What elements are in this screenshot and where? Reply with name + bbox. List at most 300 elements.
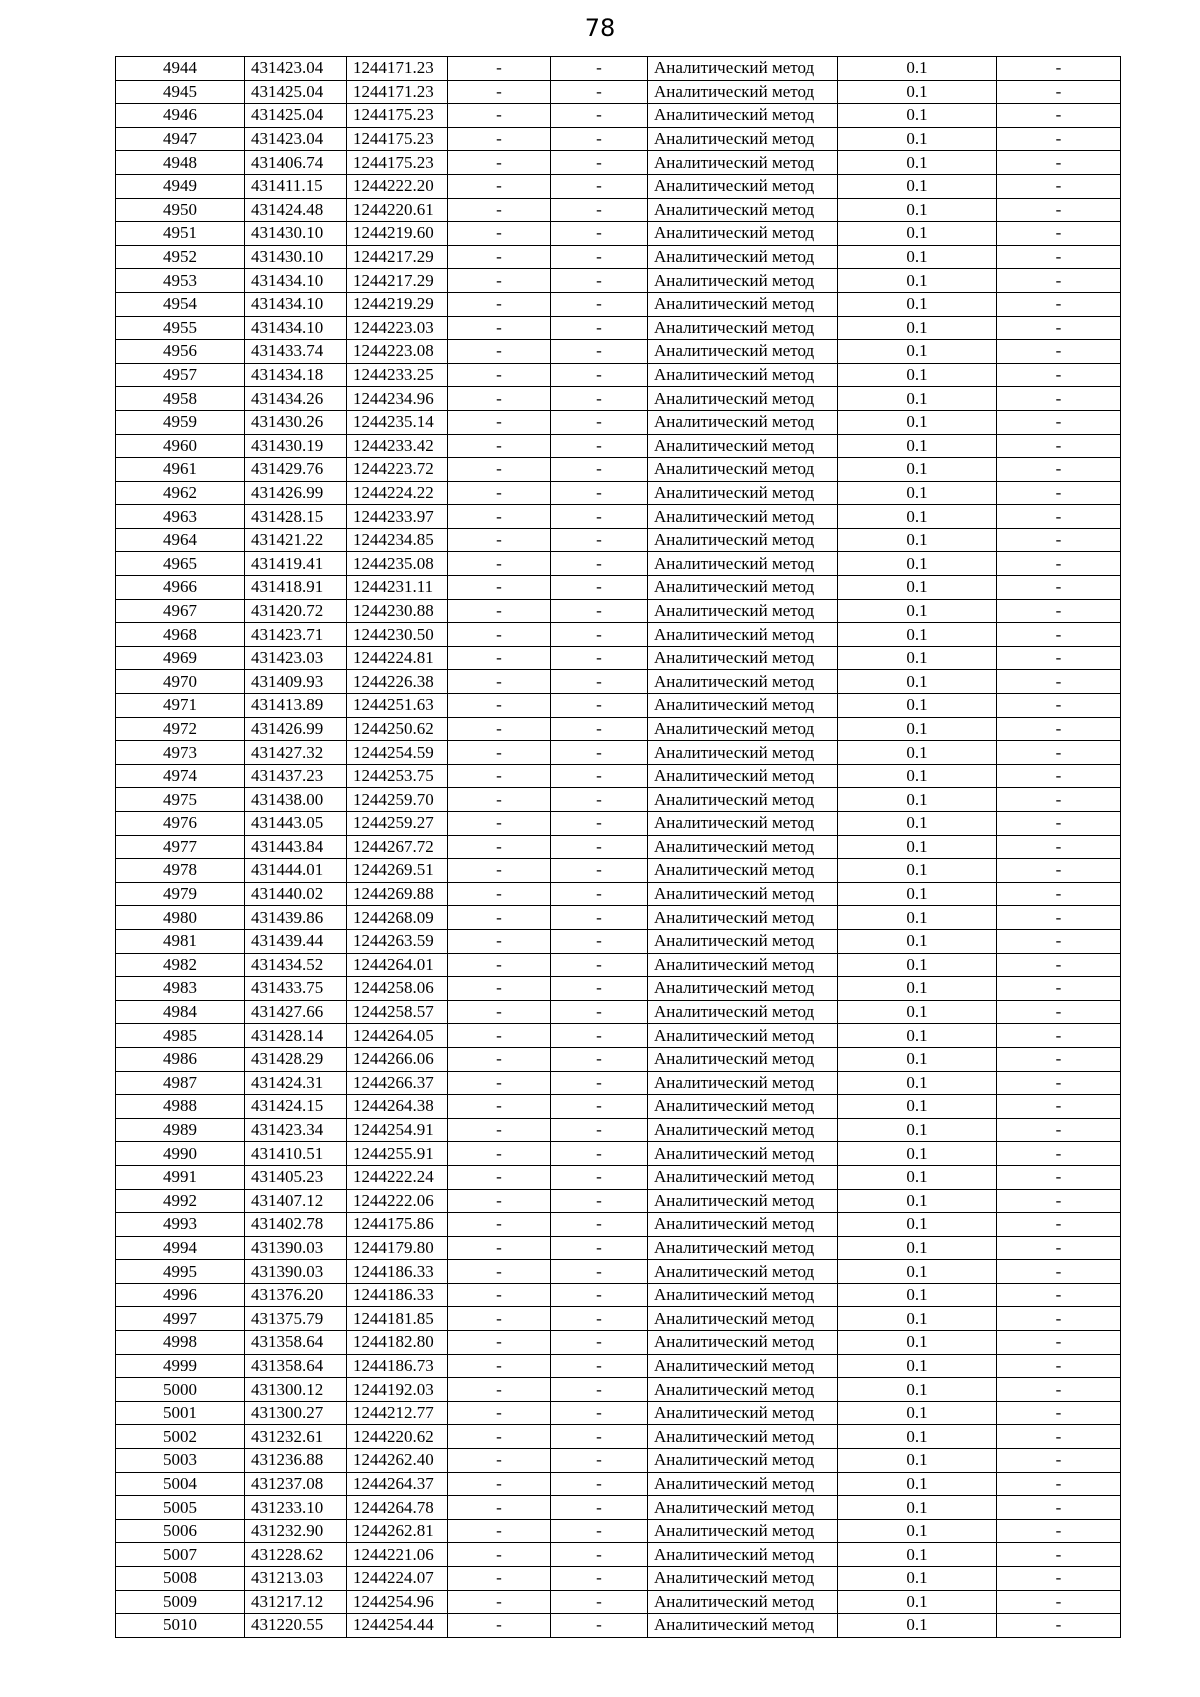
dash-cell-1: - <box>448 505 551 529</box>
table-row <box>116 458 1121 482</box>
dash-cell-3: - <box>997 835 1121 859</box>
y-coordinate-cell: 1244254.44 <box>347 1614 448 1638</box>
x-coordinate-cell: 431213.03 <box>245 1567 347 1591</box>
dash-cell-2: - <box>551 812 648 836</box>
x-coordinate-cell: 431420.72 <box>245 599 347 623</box>
dash-cell-2: - <box>551 505 648 529</box>
y-coordinate-cell: 1244230.50 <box>347 623 448 647</box>
y-coordinate-cell: 1244268.09 <box>347 906 448 930</box>
accuracy-cell: 0.1 <box>838 1047 997 1071</box>
dash-cell-1: - <box>448 906 551 930</box>
dash-cell-2: - <box>551 104 648 128</box>
dash-cell-1: - <box>448 1519 551 1543</box>
method-cell: Аналитический метод <box>648 1000 838 1024</box>
x-coordinate-cell: 431405.23 <box>245 1165 347 1189</box>
table-row <box>116 552 1121 576</box>
dash-cell-3: - <box>997 764 1121 788</box>
method-cell: Аналитический метод <box>648 1165 838 1189</box>
x-coordinate-cell: 431444.01 <box>245 859 347 883</box>
accuracy-cell: 0.1 <box>838 977 997 1001</box>
method-cell: Аналитический метод <box>648 174 838 198</box>
y-coordinate-cell: 1244264.01 <box>347 953 448 977</box>
dash-cell-2: - <box>551 363 648 387</box>
table-row <box>116 1401 1121 1425</box>
table-row <box>116 1165 1121 1189</box>
dash-cell-1: - <box>448 1189 551 1213</box>
method-cell: Аналитический метод <box>648 1590 838 1614</box>
point-number-cell: 4989 <box>116 1118 245 1142</box>
y-coordinate-cell: 1244262.81 <box>347 1519 448 1543</box>
accuracy-cell: 0.1 <box>838 1378 997 1402</box>
dash-cell-3: - <box>997 599 1121 623</box>
x-coordinate-cell: 431434.52 <box>245 953 347 977</box>
accuracy-cell: 0.1 <box>838 1425 997 1449</box>
table-row <box>116 1142 1121 1166</box>
y-coordinate-cell: 1244254.96 <box>347 1590 448 1614</box>
dash-cell-3: - <box>997 623 1121 647</box>
dash-cell-3: - <box>997 812 1121 836</box>
method-cell: Аналитический метод <box>648 198 838 222</box>
accuracy-cell: 0.1 <box>838 599 997 623</box>
accuracy-cell: 0.1 <box>838 1260 997 1284</box>
point-number-cell: 4957 <box>116 363 245 387</box>
accuracy-cell: 0.1 <box>838 694 997 718</box>
x-coordinate-cell: 431437.23 <box>245 764 347 788</box>
dash-cell-1: - <box>448 1000 551 1024</box>
table-row <box>116 953 1121 977</box>
accuracy-cell: 0.1 <box>838 1165 997 1189</box>
x-coordinate-cell: 431430.26 <box>245 410 347 434</box>
table-row <box>116 1472 1121 1496</box>
point-number-cell: 4979 <box>116 882 245 906</box>
point-number-cell: 5008 <box>116 1567 245 1591</box>
table-row <box>116 859 1121 883</box>
dash-cell-3: - <box>997 528 1121 552</box>
y-coordinate-cell: 1244264.78 <box>347 1496 448 1520</box>
point-number-cell: 4973 <box>116 741 245 765</box>
x-coordinate-cell: 431423.71 <box>245 623 347 647</box>
dash-cell-1: - <box>448 1378 551 1402</box>
accuracy-cell: 0.1 <box>838 1071 997 1095</box>
table-row <box>116 127 1121 151</box>
y-coordinate-cell: 1244220.61 <box>347 198 448 222</box>
dash-cell-2: - <box>551 1047 648 1071</box>
accuracy-cell: 0.1 <box>838 788 997 812</box>
accuracy-cell: 0.1 <box>838 646 997 670</box>
dash-cell-1: - <box>448 1142 551 1166</box>
method-cell: Аналитический метод <box>648 741 838 765</box>
table-row <box>116 623 1121 647</box>
x-coordinate-cell: 431409.93 <box>245 670 347 694</box>
dash-cell-3: - <box>997 717 1121 741</box>
accuracy-cell: 0.1 <box>838 576 997 600</box>
point-number-cell: 4952 <box>116 245 245 269</box>
table-row <box>116 788 1121 812</box>
y-coordinate-cell: 1244234.96 <box>347 387 448 411</box>
point-number-cell: 4990 <box>116 1142 245 1166</box>
table-row <box>116 882 1121 906</box>
x-coordinate-cell: 431433.74 <box>245 340 347 364</box>
method-cell: Аналитический метод <box>648 387 838 411</box>
method-cell: Аналитический метод <box>648 1260 838 1284</box>
dash-cell-1: - <box>448 1543 551 1567</box>
method-cell: Аналитический метод <box>648 859 838 883</box>
point-number-cell: 4987 <box>116 1071 245 1095</box>
point-number-cell: 5010 <box>116 1614 245 1638</box>
method-cell: Аналитический метод <box>648 292 838 316</box>
point-number-cell: 4975 <box>116 788 245 812</box>
method-cell: Аналитический метод <box>648 1543 838 1567</box>
point-number-cell: 5001 <box>116 1401 245 1425</box>
method-cell: Аналитический метод <box>648 1425 838 1449</box>
dash-cell-2: - <box>551 717 648 741</box>
method-cell: Аналитический метод <box>648 505 838 529</box>
dash-cell-3: - <box>997 1071 1121 1095</box>
method-cell: Аналитический метод <box>648 1283 838 1307</box>
dash-cell-2: - <box>551 1449 648 1473</box>
page-number: 78 <box>584 14 616 42</box>
dash-cell-1: - <box>448 812 551 836</box>
table-row <box>116 646 1121 670</box>
y-coordinate-cell: 1244254.91 <box>347 1118 448 1142</box>
method-cell: Аналитический метод <box>648 977 838 1001</box>
point-number-cell: 4968 <box>116 623 245 647</box>
point-number-cell: 4984 <box>116 1000 245 1024</box>
dash-cell-2: - <box>551 1142 648 1166</box>
accuracy-cell: 0.1 <box>838 316 997 340</box>
point-number-cell: 4955 <box>116 316 245 340</box>
dash-cell-3: - <box>997 363 1121 387</box>
accuracy-cell: 0.1 <box>838 552 997 576</box>
dash-cell-1: - <box>448 57 551 81</box>
x-coordinate-cell: 431439.86 <box>245 906 347 930</box>
dash-cell-1: - <box>448 694 551 718</box>
dash-cell-1: - <box>448 623 551 647</box>
table-row <box>116 57 1121 81</box>
accuracy-cell: 0.1 <box>838 953 997 977</box>
table-row <box>116 1590 1121 1614</box>
accuracy-cell: 0.1 <box>838 151 997 175</box>
accuracy-cell: 0.1 <box>838 245 997 269</box>
point-number-cell: 4972 <box>116 717 245 741</box>
table-row <box>116 80 1121 104</box>
x-coordinate-cell: 431434.10 <box>245 316 347 340</box>
table-row <box>116 269 1121 293</box>
table-row <box>116 528 1121 552</box>
dash-cell-1: - <box>448 646 551 670</box>
y-coordinate-cell: 1244175.86 <box>347 1213 448 1237</box>
y-coordinate-cell: 1244221.06 <box>347 1543 448 1567</box>
dash-cell-3: - <box>997 410 1121 434</box>
y-coordinate-cell: 1244250.62 <box>347 717 448 741</box>
accuracy-cell: 0.1 <box>838 859 997 883</box>
dash-cell-2: - <box>551 576 648 600</box>
x-coordinate-cell: 431428.15 <box>245 505 347 529</box>
dash-cell-1: - <box>448 104 551 128</box>
method-cell: Аналитический метод <box>648 1401 838 1425</box>
table-row <box>116 929 1121 953</box>
table-row <box>116 1024 1121 1048</box>
dash-cell-3: - <box>997 1496 1121 1520</box>
x-coordinate-cell: 431232.90 <box>245 1519 347 1543</box>
x-coordinate-cell: 431425.04 <box>245 80 347 104</box>
table-row <box>116 717 1121 741</box>
table-row <box>116 741 1121 765</box>
dash-cell-3: - <box>997 1213 1121 1237</box>
point-number-cell: 4954 <box>116 292 245 316</box>
y-coordinate-cell: 1244222.20 <box>347 174 448 198</box>
dash-cell-3: - <box>997 198 1121 222</box>
table-row <box>116 104 1121 128</box>
method-cell: Аналитический метод <box>648 458 838 482</box>
dash-cell-1: - <box>448 882 551 906</box>
y-coordinate-cell: 1244219.60 <box>347 222 448 246</box>
dash-cell-3: - <box>997 1095 1121 1119</box>
accuracy-cell: 0.1 <box>838 1095 997 1119</box>
table-row <box>116 434 1121 458</box>
method-cell: Аналитический метод <box>648 812 838 836</box>
dash-cell-3: - <box>997 882 1121 906</box>
dash-cell-2: - <box>551 57 648 81</box>
dash-cell-3: - <box>997 1614 1121 1638</box>
x-coordinate-cell: 431430.10 <box>245 245 347 269</box>
y-coordinate-cell: 1244224.81 <box>347 646 448 670</box>
dash-cell-2: - <box>551 599 648 623</box>
dash-cell-3: - <box>997 1024 1121 1048</box>
point-number-cell: 4993 <box>116 1213 245 1237</box>
y-coordinate-cell: 1244186.73 <box>347 1354 448 1378</box>
dash-cell-1: - <box>448 1449 551 1473</box>
dash-cell-3: - <box>997 1307 1121 1331</box>
y-coordinate-cell: 1244235.14 <box>347 410 448 434</box>
accuracy-cell: 0.1 <box>838 1401 997 1425</box>
point-number-cell: 4976 <box>116 812 245 836</box>
dash-cell-3: - <box>997 1354 1121 1378</box>
x-coordinate-cell: 431443.84 <box>245 835 347 859</box>
dash-cell-1: - <box>448 528 551 552</box>
point-number-cell: 4966 <box>116 576 245 600</box>
accuracy-cell: 0.1 <box>838 929 997 953</box>
point-number-cell: 4985 <box>116 1024 245 1048</box>
dash-cell-2: - <box>551 198 648 222</box>
dash-cell-2: - <box>551 1024 648 1048</box>
table-row <box>116 1189 1121 1213</box>
dash-cell-1: - <box>448 363 551 387</box>
dash-cell-1: - <box>448 340 551 364</box>
method-cell: Аналитический метод <box>648 57 838 81</box>
y-coordinate-cell: 1244235.08 <box>347 552 448 576</box>
point-number-cell: 4965 <box>116 552 245 576</box>
x-coordinate-cell: 431376.20 <box>245 1283 347 1307</box>
dash-cell-1: - <box>448 1401 551 1425</box>
dash-cell-2: - <box>551 1590 648 1614</box>
x-coordinate-cell: 431425.04 <box>245 104 347 128</box>
dash-cell-3: - <box>997 929 1121 953</box>
dash-cell-1: - <box>448 764 551 788</box>
y-coordinate-cell: 1244264.05 <box>347 1024 448 1048</box>
dash-cell-2: - <box>551 1189 648 1213</box>
point-number-cell: 4986 <box>116 1047 245 1071</box>
point-number-cell: 4977 <box>116 835 245 859</box>
method-cell: Аналитический метод <box>648 929 838 953</box>
dash-cell-2: - <box>551 1496 648 1520</box>
table-row <box>116 1614 1121 1638</box>
point-number-cell: 4982 <box>116 953 245 977</box>
y-coordinate-cell: 1244254.59 <box>347 741 448 765</box>
method-cell: Аналитический метод <box>648 481 838 505</box>
x-coordinate-cell: 431410.51 <box>245 1142 347 1166</box>
method-cell: Аналитический метод <box>648 340 838 364</box>
x-coordinate-cell: 431423.34 <box>245 1118 347 1142</box>
table-row <box>116 1236 1121 1260</box>
x-coordinate-cell: 431390.03 <box>245 1260 347 1284</box>
dash-cell-1: - <box>448 835 551 859</box>
accuracy-cell: 0.1 <box>838 764 997 788</box>
dash-cell-1: - <box>448 1614 551 1638</box>
method-cell: Аналитический метод <box>648 552 838 576</box>
table-row <box>116 694 1121 718</box>
dash-cell-1: - <box>448 1047 551 1071</box>
method-cell: Аналитический метод <box>648 906 838 930</box>
dash-cell-1: - <box>448 316 551 340</box>
accuracy-cell: 0.1 <box>838 1449 997 1473</box>
table-row <box>116 576 1121 600</box>
dash-cell-3: - <box>997 1449 1121 1473</box>
dash-cell-1: - <box>448 859 551 883</box>
dash-cell-2: - <box>551 1213 648 1237</box>
dash-cell-1: - <box>448 269 551 293</box>
dash-cell-3: - <box>997 1519 1121 1543</box>
x-coordinate-cell: 431233.10 <box>245 1496 347 1520</box>
dash-cell-3: - <box>997 859 1121 883</box>
accuracy-cell: 0.1 <box>838 1543 997 1567</box>
dash-cell-2: - <box>551 1236 648 1260</box>
table-row <box>116 835 1121 859</box>
table-row <box>116 1354 1121 1378</box>
x-coordinate-cell: 431236.88 <box>245 1449 347 1473</box>
dash-cell-2: - <box>551 977 648 1001</box>
accuracy-cell: 0.1 <box>838 1590 997 1614</box>
dash-cell-3: - <box>997 1567 1121 1591</box>
point-number-cell: 4949 <box>116 174 245 198</box>
accuracy-cell: 0.1 <box>838 835 997 859</box>
dash-cell-3: - <box>997 741 1121 765</box>
x-coordinate-cell: 431430.19 <box>245 434 347 458</box>
dash-cell-2: - <box>551 1118 648 1142</box>
x-coordinate-cell: 431423.04 <box>245 127 347 151</box>
y-coordinate-cell: 1244231.11 <box>347 576 448 600</box>
method-cell: Аналитический метод <box>648 1118 838 1142</box>
dash-cell-3: - <box>997 1165 1121 1189</box>
dash-cell-2: - <box>551 1519 648 1543</box>
table-row <box>116 410 1121 434</box>
dash-cell-2: - <box>551 481 648 505</box>
dash-cell-3: - <box>997 670 1121 694</box>
method-cell: Аналитический метод <box>648 1236 838 1260</box>
dash-cell-2: - <box>551 929 648 953</box>
point-number-cell: 5009 <box>116 1590 245 1614</box>
dash-cell-3: - <box>997 1378 1121 1402</box>
table-row <box>116 198 1121 222</box>
accuracy-cell: 0.1 <box>838 1283 997 1307</box>
method-cell: Аналитический метод <box>648 576 838 600</box>
dash-cell-3: - <box>997 57 1121 81</box>
method-cell: Аналитический метод <box>648 670 838 694</box>
dash-cell-2: - <box>551 528 648 552</box>
y-coordinate-cell: 1244179.80 <box>347 1236 448 1260</box>
dash-cell-3: - <box>997 1118 1121 1142</box>
dash-cell-2: - <box>551 552 648 576</box>
method-cell: Аналитический метод <box>648 245 838 269</box>
point-number-cell: 5002 <box>116 1425 245 1449</box>
y-coordinate-cell: 1244259.27 <box>347 812 448 836</box>
dash-cell-2: - <box>551 269 648 293</box>
dash-cell-3: - <box>997 1401 1121 1425</box>
x-coordinate-cell: 431434.10 <box>245 269 347 293</box>
point-number-cell: 5003 <box>116 1449 245 1473</box>
dash-cell-1: - <box>448 481 551 505</box>
dash-cell-1: - <box>448 127 551 151</box>
method-cell: Аналитический метод <box>648 1307 838 1331</box>
table-row <box>116 1283 1121 1307</box>
dash-cell-3: - <box>997 1000 1121 1024</box>
dash-cell-2: - <box>551 174 648 198</box>
accuracy-cell: 0.1 <box>838 80 997 104</box>
dash-cell-2: - <box>551 906 648 930</box>
method-cell: Аналитический метод <box>648 1024 838 1048</box>
method-cell: Аналитический метод <box>648 222 838 246</box>
y-coordinate-cell: 1244181.85 <box>347 1307 448 1331</box>
point-number-cell: 4961 <box>116 458 245 482</box>
x-coordinate-cell: 431421.22 <box>245 528 347 552</box>
point-number-cell: 4999 <box>116 1354 245 1378</box>
y-coordinate-cell: 1244253.75 <box>347 764 448 788</box>
dash-cell-2: - <box>551 340 648 364</box>
dash-cell-2: - <box>551 1331 648 1355</box>
dash-cell-3: - <box>997 646 1121 670</box>
accuracy-cell: 0.1 <box>838 410 997 434</box>
table-row <box>116 387 1121 411</box>
y-coordinate-cell: 1244192.03 <box>347 1378 448 1402</box>
method-cell: Аналитический метод <box>648 1519 838 1543</box>
dash-cell-2: - <box>551 151 648 175</box>
accuracy-cell: 0.1 <box>838 222 997 246</box>
accuracy-cell: 0.1 <box>838 882 997 906</box>
coordinates-table <box>115 56 1121 1638</box>
point-number-cell: 4970 <box>116 670 245 694</box>
table-row <box>116 151 1121 175</box>
dash-cell-2: - <box>551 245 648 269</box>
y-coordinate-cell: 1244222.24 <box>347 1165 448 1189</box>
dash-cell-2: - <box>551 292 648 316</box>
accuracy-cell: 0.1 <box>838 1213 997 1237</box>
y-coordinate-cell: 1244267.72 <box>347 835 448 859</box>
accuracy-cell: 0.1 <box>838 1354 997 1378</box>
dash-cell-3: - <box>997 292 1121 316</box>
accuracy-cell: 0.1 <box>838 292 997 316</box>
dash-cell-3: - <box>997 1260 1121 1284</box>
dash-cell-1: - <box>448 1567 551 1591</box>
method-cell: Аналитический метод <box>648 764 838 788</box>
dash-cell-2: - <box>551 646 648 670</box>
point-number-cell: 4963 <box>116 505 245 529</box>
dash-cell-1: - <box>448 576 551 600</box>
dash-cell-2: - <box>551 953 648 977</box>
x-coordinate-cell: 431426.99 <box>245 717 347 741</box>
method-cell: Аналитический метод <box>648 1047 838 1071</box>
y-coordinate-cell: 1244220.62 <box>347 1425 448 1449</box>
y-coordinate-cell: 1244266.06 <box>347 1047 448 1071</box>
